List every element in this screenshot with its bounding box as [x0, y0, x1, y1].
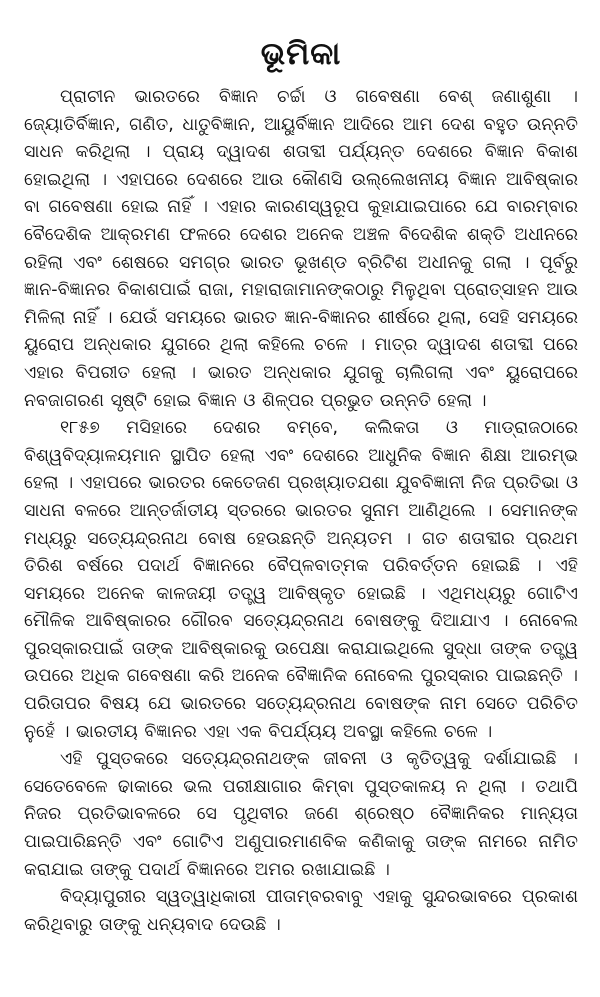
paragraph-book: ଏହି ପୁସ୍ତକରେ ସତ୍ୟେନ୍ଦ୍ରନାଥଙ୍କ ଜୀବନୀ ଓ କୃତିତ୍ୱକୁ ଦର୍ଶାଯାଇଛି । ସେତେବେଳେ ଢାକାରେ ଭଲ ପରୀକ୍ଷାଗାର କିମ୍ବା ପୁସ୍ତକାଳୟ ନ ଥିଲା । ତଥାପି ନିଜର ପ୍ରତିଭାବଳରେ ସେ ପୃଥିବୀର ଜଣେ ଶ୍ରେଷ୍ଠ ବୈଜ୍ଞାନିକର ମାନ୍ୟତା ପାଇପାରିଛନ୍ତି ଏବଂ ଗୋଟିଏ ଅଣୁପାରମାଣବିକ କଣିକାକୁ ତାଙ୍କ ନାମରେ ନାମିତ କରାଯାଇ ତାଙ୍କୁ ପଦାର୍ଥ ବିଜ୍ଞାନରେ ଅମର ରଖାଯାଇଛି । [24, 749, 578, 880]
paragraph-history: ପ୍ରାଚୀନ ଭାରତରେ ବିଜ୍ଞାନ ଚର୍ଚ୍ଚା ଓ ଗବେଷଣା ବେଶ୍ ଜଣାଶୁଣା । ଜ୍ୟୋତିର୍ବିଜ୍ଞାନ, ଗଣିତ, ଧାତୁବିଜ୍ଞାନ, ଆୟୁର୍ବିଜ୍ଞାନ ଆଦିରେ ଆମ ଦେଶ ବହୁତ ଉନ୍ନତି ସାଧନ କରିଥିଲା । ପ୍ରାୟ ଦ୍ୱାଦଶ ଶତାବ୍ଦୀ ପର୍ଯ୍ୟନ୍ତ ଦେଶରେ ବିଜ୍ଞାନ ବିକାଶ ହୋଇଥିଲା । ଏହାପରେ ଦେଶରେ ଆଉ କୌଣସି ଉଲ୍ଲେଖନୀୟ ବିଜ୍ଞାନ ଆବିଷ୍କାର ବା ଗବେଷଣା ହୋଇ ନାହିଁ । ଏହାର କାରଣସ୍ୱରୂପ କୁହାଯାଇପାରେ ଯେ ବାରମ୍ବାର ବୈଦେଶିକ ଆକ୍ରମଣ ଫଳରେ ଦେଶର ଅନେକ ଅଞ୍ଚଳ ବିଦେଶିକ ଶକ୍ତି ଅଧୀନରେ ରହିଲା ଏବଂ ଶେଷରେ ସମଗ୍ର ଭାରତ ଭୂଖଣ୍ଡ ବ୍ରିଟିଶ ଅଧୀନକୁ ଗଲା । ପୂର୍ବରୁ ଜ୍ଞାନ-ବିଜ୍ଞାନର ବିକାଶପାଇଁ ରାଜା, ମହାରାଜାମାନଙ୍କଠାରୁ ମିଳୁଥିବା ପ୍ରୋତ୍ସାହନ ଆଉ ମିଳିଲା ନାହିଁ । ଯେଉଁ ସମୟରେ ଭାରତ ଜ୍ଞାନ-ବିଜ୍ଞାନର ଶୀର୍ଷରେ ଥିଲା, ସେହି ସମୟରେ ୟୁରୋପ ଅନ୍ଧକାର ଯୁଗରେ ଥିଲା କହିଲେ ଚଳେ । ମାତ୍ର ଦ୍ୱାଦଶ ଶତାବ୍ଦୀ ପରେ ଏହାର ବିପରୀତ ହେଲା । ଭାରତ ଅନ୍ଧକାର ଯୁଗକୁ ଚାଲିଗଲା ଏବଂ ୟୁରୋପରେ ନବଜାଗରଣ ସୃଷ୍ଟି ହୋଇ ବିଜ୍ଞାନ ଓ ଶିଳ୍ପର ପ୍ରଭୁତ ଉନ୍ନତି ହେଲା । [24, 87, 578, 411]
paragraph-bose: ୧୮୫୭ ମସିହାରେ ଦେଶର ବମ୍ବେ, କଲିକତା ଓ ମାଡ୍ରାଜଠାରେ ବିଶ୍ୱବିଦ୍ୟାଳୟମାନ ସ୍ଥାପିତ ହେଲା ଏବଂ ଦେଶରେ ଆଧୁନିକ ବିଜ୍ଞାନ ଶିକ୍ଷା ଆରମ୍ଭ ହେଲା । ଏହାପରେ ଭାରତର କେତେଜଣ ପ୍ରଖ୍ୟାତଯଶା ଯୁବବିଜ୍ଞାନୀ ନିଜ ପ୍ରତିଭା ଓ ସାଧନା ବଳରେ ଆନ୍ତର୍ଜାତୀୟ ସ୍ତରରେ ଭାରତର ସୁନାମ ଆଣିଥିଲେ । ସେମାନଙ୍କ ମଧ୍ୟରୁ ସତ୍ୟେନ୍ଦ୍ରନାଥ ବୋଷ ହେଉଛନ୍ତି ଅନ୍ୟତମ । ଗତ ଶତାବ୍ଦୀର ପ୍ରଥମ ତିରିଶ ବର୍ଷରେ ପଦାର୍ଥ ବିଜ୍ଞାନରେ ବୈପ୍ଳବାତ୍ମକ ପରିବର୍ତ୍ତନ ହୋଇଛି । ଏହି ସମୟରେ ଅନେକ କାଳଜୟୀ ତତ୍ତ୍ୱ ଆବିଷ୍କୃତ ହୋଇଛି । ଏଥିମଧ୍ୟରୁ ଗୋଟିଏ ମୌଳିକ ଆବିଷ୍କାରର ଗୌରବ ସତ୍ୟେନ୍ଦ୍ରନାଥ ବୋଷଙ୍କୁ ଦିଆଯାଏ । ନୋବେଲ ପୁରସ୍କାରପାଇଁ ତାଙ୍କ ଆବିଷ୍କାରକୁ ଉପେକ୍ଷା କରାଯାଇଥିଲେ ସୁଦ୍ଧା ତାଙ୍କ ତତ୍ତ୍ୱ ଉପରେ ଅଧିକ ଗବେଷଣା କରି ଅନେକ ବୈଜ୍ଞାନିକ ନୋବେଲ ପୁରସ୍କାର ପାଇଛନ୍ତି । ପରିତାପର ବିଷୟ ଯେ ଭାରତରେ ସତ୍ୟେନ୍ଦ୍ରନାଥ ବୋଷଙ୍କ ନାମ ସେତେ ପରିଚିତ ନୁହେଁ । ଭାରତୀୟ ବିଜ୍ଞାନର ଏହା ଏକ ବିପର୍ଯ୍ୟୟ ଅବସ୍ଥା କହିଲେ ଚଳେ । [24, 418, 578, 742]
paragraph-thanks: ବିଦ୍ୟାପୁରୀର ସ୍ୱତ୍ୱାଧିକାରୀ ପୀତାମ୍ବରବାବୁ ଏହାକୁ ସୁନ୍ଦରଭାବରେ ପ୍ରକାଶ କରିଥିବାରୁ ତାଙ୍କୁ ଧନ୍ୟବାଦ ଦେଉଛି । [24, 887, 578, 935]
page-title: ଭୂମିକା [260, 36, 342, 72]
